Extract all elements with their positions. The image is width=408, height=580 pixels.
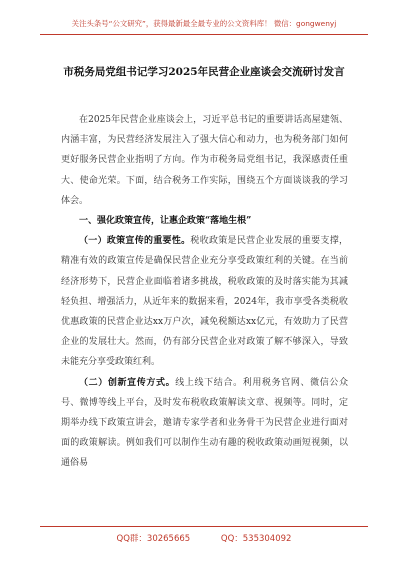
document-title: 市税务局党组书记学习2025年民营企业座谈会交流研讨发言: [63, 66, 345, 78]
subsection-heading-1: （一）政策宣传的重要性。: [79, 236, 191, 247]
subsection-heading-2: （二）创新宣传方式。: [79, 377, 176, 388]
footer-divider: [40, 526, 368, 527]
subsection-text-1: 税收政策是民营企业发展的重要支撑，精准有效的政策宣传是确保民营企业充分享受政策红利的关键。在当前经济形势下，民营企业面临着诸多挑战，税收政策的及时落实能为其减轻负担、增强活力，从近年来的数据来看，2024年，我市享受各类税收优惠政策的民营企业达xx万户次，减免税额达xx亿元，有效助力了民营企业的发展壮大。然而，仍有部分民营企业对政策了解不够深入，导致未能充分享受政策红利。: [61, 236, 348, 368]
section-heading-1: 一、强化政策宣传，让惠企政策“落地生根”: [79, 216, 252, 227]
footer-contact: [40, 532, 368, 544]
subsection-paragraph-2: [61, 373, 348, 474]
intro-paragraph: 在2025年民营企业座谈会上，习近平总书记的重要讲话高屋建瓴、内涵丰富，为民营经济发展注入了强大信心和动力，也为税务部门如何更好服务民营企业指明了方向。作为市税务局党组书记，我深感责任重大、使命光荣。下面，结合税务工作实际，围绕五个方面谈谈我的学习体会。: [61, 115, 348, 206]
subsection-paragraph-1: [61, 231, 348, 372]
document-body: [61, 110, 348, 474]
qq-number: QQ：535304092: [220, 534, 292, 544]
header-banner: 关注头条号“公文研究”，获得最新最全最专业的公文资料库！ 微信：gongwenyj: [71, 19, 337, 28]
qq-group-number: QQ群：30265665: [116, 534, 191, 544]
subsection-text-2: 线上线下结合。利用税务官网、微信公众号、微博等线上平台，及时发布税收政策解读文章、视频等。同时，定期举办线下政策宣讲会，邀请专家学者和业务骨干为民营企业进行面对面的政策解读。例如我们可以制作生动有趣的税收政策动画短视频，以通俗易: [61, 377, 348, 469]
header-divider: [40, 34, 368, 35]
